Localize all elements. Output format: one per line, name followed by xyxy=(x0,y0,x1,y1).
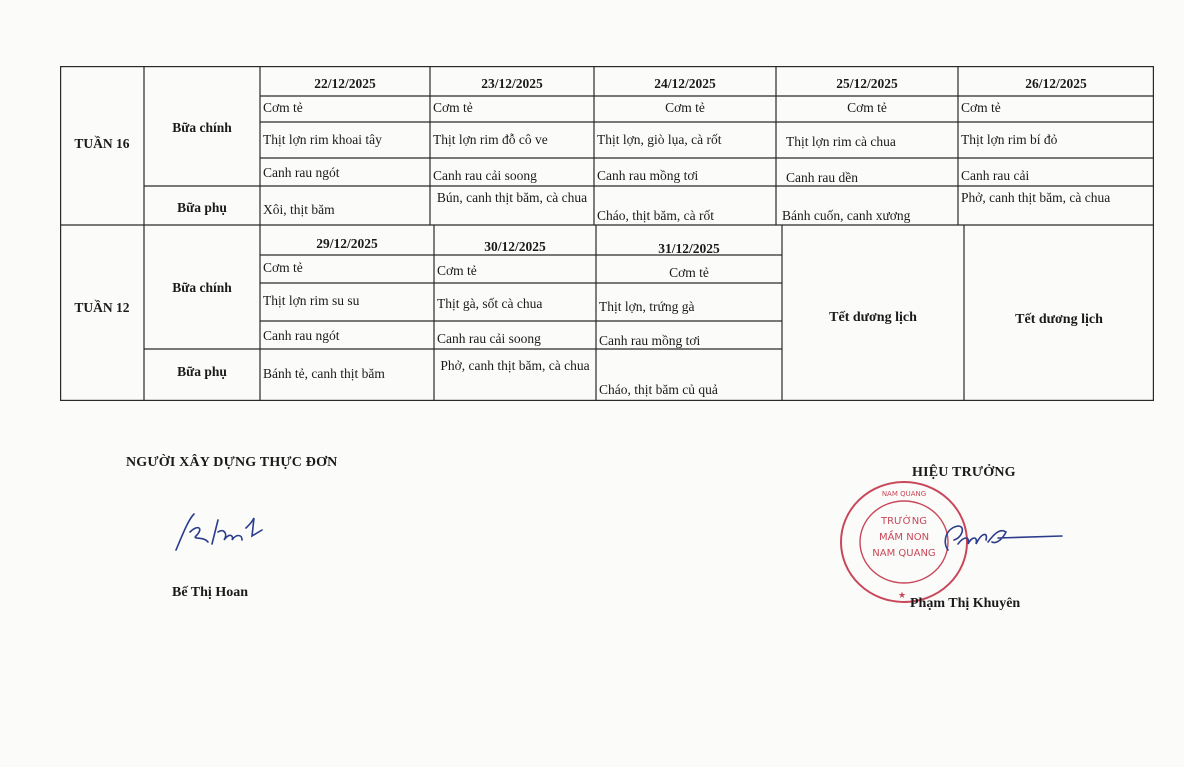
snack-cell: Bún, canh thịt băm, cà chua xyxy=(436,190,588,205)
table-grid-lines xyxy=(60,66,1154,401)
main-meal-label: Bữa chính xyxy=(172,120,232,135)
menu-cell: Canh rau cải xyxy=(961,168,1030,183)
date-header: 23/12/2025 xyxy=(481,76,543,91)
stamp-ring-text: NAM QUANG xyxy=(881,490,927,498)
menu-cell: Cơm tẻ xyxy=(961,100,1001,115)
snack-cell: Bánh tẻ, canh thịt băm xyxy=(263,366,385,381)
builder-signature xyxy=(168,506,272,558)
principal-title: HIỆU TRƯỞNG xyxy=(912,465,1016,480)
week-label: TUẦN 16 xyxy=(74,136,130,151)
menu-cell: Canh rau mồng tơi xyxy=(597,168,699,183)
menu-cell: Cơm tẻ xyxy=(665,100,705,115)
holiday-cell: Tết dương lịch xyxy=(829,310,917,325)
menu-cell: Cơm tẻ xyxy=(433,100,473,115)
principal-name: Phạm Thị Khuyên xyxy=(910,596,1021,611)
builder-name: Bế Thị Hoan xyxy=(172,585,248,600)
menu-cell: Thịt lợn rim su su xyxy=(263,293,360,308)
snack-cell: Bánh cuốn, canh xương xyxy=(782,208,911,223)
menu-cell: Thịt lợn, giò lụa, cà rốt xyxy=(597,132,722,147)
date-header: 29/12/2025 xyxy=(316,236,378,251)
date-header: 24/12/2025 xyxy=(654,76,716,91)
date-header: 25/12/2025 xyxy=(836,76,898,91)
menu-cell: Canh rau cải soong xyxy=(437,331,541,346)
week-label: TUẦN 12 xyxy=(74,300,130,315)
menu-cell: Cơm tẻ xyxy=(437,263,477,278)
menu-cell: Canh rau ngót xyxy=(263,328,340,343)
menu-cell: Canh rau mồng tơi xyxy=(599,333,701,348)
menu-cell: Thịt lợn rim bí đỏ xyxy=(961,132,1058,147)
date-header: 22/12/2025 xyxy=(314,76,376,91)
stamp-line-3: NAM QUANG xyxy=(872,548,936,559)
builder-title: NGƯỜI XÂY DỰNG THỰC ĐƠN xyxy=(126,455,338,470)
snack-cell: Phở, canh thịt băm, cà chua xyxy=(961,190,1111,205)
menu-cell: Thịt gà, sốt cà chua xyxy=(437,296,543,311)
snack-cell: Cháo, thịt băm, cà rốt xyxy=(597,208,714,223)
menu-cell: Canh rau cải soong xyxy=(433,168,537,183)
menu-cell: Canh rau ngót xyxy=(263,165,340,180)
snack-cell: Xôi, thịt băm xyxy=(263,202,335,217)
menu-cell: Thịt lợn rim cà chua xyxy=(786,134,896,149)
date-header: 26/12/2025 xyxy=(1025,76,1087,91)
date-header: 31/12/2025 xyxy=(658,241,720,256)
svg-text:★: ★ xyxy=(897,591,907,601)
menu-cell: Cơm tẻ xyxy=(263,100,303,115)
snack-cell: Cháo, thịt băm củ quả xyxy=(599,382,718,397)
menu-table xyxy=(60,66,1154,401)
date-header: 30/12/2025 xyxy=(484,239,546,254)
main-meal-label: Bữa chính xyxy=(172,280,232,295)
menu-cell: Canh rau dền xyxy=(786,170,858,185)
menu-cell: Thịt lợn, trứng gà xyxy=(599,299,695,314)
stamp-line-1: TRƯỜNG xyxy=(881,516,927,527)
holiday-cell: Tết dương lịch xyxy=(1015,312,1103,327)
snack-label: Bữa phụ xyxy=(177,364,227,379)
menu-cell: Cơm tẻ xyxy=(847,100,887,115)
menu-cell: Thịt lợn rim khoai tây xyxy=(263,132,382,147)
snack-label: Bữa phụ xyxy=(177,200,227,215)
stamp-line-2: MẦM NON xyxy=(878,532,930,543)
menu-cell: Cơm tẻ xyxy=(263,260,303,275)
menu-cell: Cơm tẻ xyxy=(669,265,709,280)
menu-cell: Thịt lợn rim đỗ cô ve xyxy=(433,132,548,147)
principal-signature xyxy=(928,514,1068,564)
snack-cell: Phở, canh thịt băm, cà chua xyxy=(440,358,590,373)
